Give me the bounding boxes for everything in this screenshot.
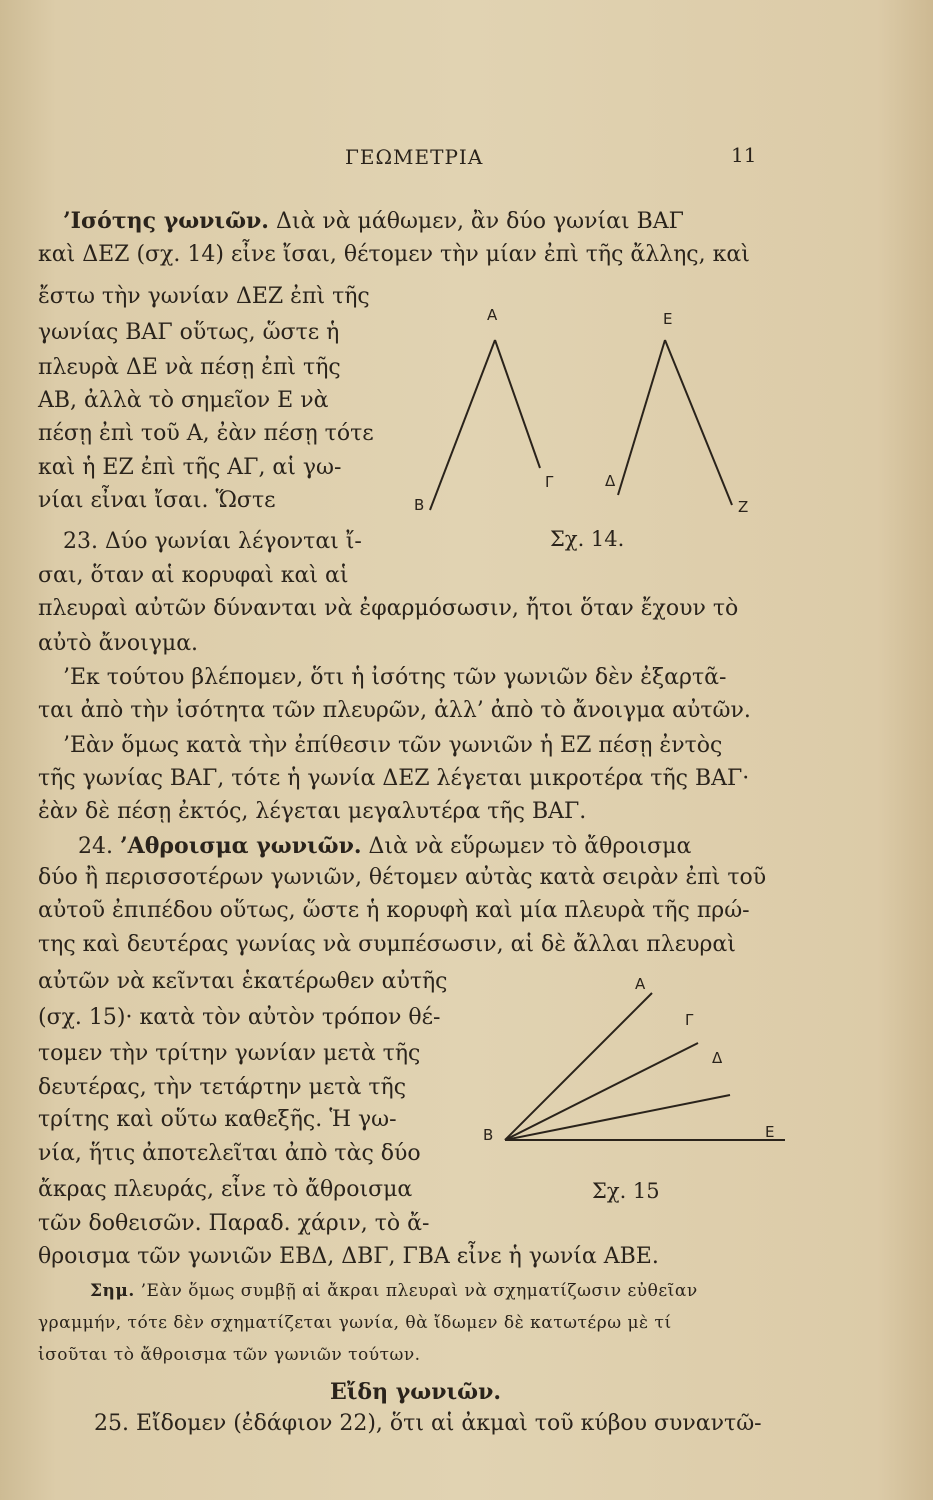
fig15-line-BA bbox=[505, 993, 652, 1140]
figure-15-caption: Σχ. 15 bbox=[592, 1179, 660, 1203]
text-span: ’Εὰν ὅμως συμβῇ αἱ ἄκραι πλευραὶ νὰ σχηματίζωσιν εὐθεῖαν bbox=[140, 1281, 698, 1301]
fig14-line-EZ bbox=[665, 340, 732, 505]
paragraph-line bbox=[90, 1277, 698, 1305]
paragraph-line: αὐτὸ ἄνοιγμα. bbox=[38, 631, 199, 656]
paragraph-line: νίαι εἶναι ἴσαι. Ὥστε bbox=[38, 488, 276, 513]
paragraph-line: αὐτοῦ ἐπιπέδου οὕτως, ὥστε ἡ κορυφὴ καὶ μία πλευρὰ τῆς πρώ- bbox=[38, 898, 750, 923]
section-heading-eidi: Εἴδη γωνιῶν. bbox=[330, 1379, 501, 1405]
paragraph-line: ἰσοῦται τὸ ἄθροισμα τῶν γωνιῶν τούτων. bbox=[38, 1345, 421, 1365]
paragraph-line: ’Εκ τούτου βλέπομεν, ὅτι ἡ ἰσότης τῶν γωνιῶν δὲν ἐξαρτᾶ- bbox=[63, 665, 727, 690]
paragraph-line: γωνίας ΒΑΓ οὕτως, ὥστε ἡ bbox=[38, 320, 340, 345]
fig14-label-G: Γ bbox=[545, 473, 554, 491]
figure-14-caption: Σχ. 14. bbox=[550, 527, 625, 551]
section-heading-athroisma: ’Αθροισμα γωνιῶν. bbox=[120, 833, 362, 859]
fig14-label-E: E bbox=[663, 310, 673, 328]
paragraph-line: 25. Εἴδομεν (ἐδάφιον 22), ὅτι αἱ ἀκμαὶ τοῦ κύβου συναντῶ- bbox=[94, 1411, 762, 1436]
paragraph-line: ἐὰν δὲ πέσῃ ἐκτός, λέγεται μεγαλυτέρα τῆς ΒΑΓ. bbox=[38, 799, 587, 824]
fig14-label-Z: Ζ bbox=[738, 498, 749, 516]
figure-15 bbox=[480, 965, 810, 1155]
fig14-label-D: Δ bbox=[605, 472, 616, 490]
note-label: Σημ. bbox=[90, 1281, 135, 1301]
paragraph-line bbox=[63, 207, 684, 236]
fig14-line-ED bbox=[618, 340, 665, 495]
paragraph-line: δευτέρας, τὴν τετάρτην μετὰ τῆς bbox=[38, 1075, 407, 1100]
fig14-label-B: B bbox=[414, 496, 425, 514]
paragraph-line: ΑΒ, ἀλλὰ τὸ σημεῖον Ε νὰ bbox=[38, 388, 329, 413]
paragraph-line: πλευρὰ ΔΕ νὰ πέσῃ ἐπὶ τῆς bbox=[38, 355, 341, 380]
paragraph-line bbox=[78, 832, 691, 861]
fig14-line-AB bbox=[430, 340, 495, 510]
running-header: ΓΕΩΜΕΤΡΙΑ bbox=[345, 145, 484, 169]
paragraph-line: θροισμα τῶν γωνιῶν ΕΒΔ, ΔΒΓ, ΓΒΑ εἶνε ἡ γωνία ΑΒΕ. bbox=[38, 1244, 659, 1269]
section-heading-isotis: ’Ισότης γωνιῶν. bbox=[63, 208, 269, 234]
paragraph-line: σαι, ὅταν αἱ κορυφαὶ καὶ αἱ bbox=[38, 563, 349, 588]
fig15-label-A: A bbox=[635, 975, 646, 993]
figure-14 bbox=[400, 300, 780, 525]
fig15-label-G: Γ bbox=[685, 1011, 694, 1029]
section-number: 24. bbox=[78, 834, 113, 859]
paragraph-line: δύο ἢ περισσοτέρων γωνιῶν, θέτομεν αὐτὰς κατὰ σειρὰν ἐπὶ τοῦ bbox=[38, 865, 767, 890]
paragraph-line: ’Εὰν ὅμως κατὰ τὴν ἐπίθεσιν τῶν γωνιῶν ἡ ΕΖ πέσῃ ἐντὸς bbox=[63, 733, 723, 758]
fig15-label-B: B bbox=[483, 1126, 494, 1144]
fig15-label-E: E bbox=[765, 1123, 775, 1141]
page-number: 11 bbox=[731, 143, 757, 167]
paragraph-line: πέσῃ ἐπὶ τοῦ Α, ἐὰν πέσῃ τότε bbox=[38, 421, 374, 446]
paragraph-line: τρίτης καὶ οὕτω καθεξῆς. Ἡ γω- bbox=[38, 1107, 397, 1132]
paragraph-line: της καὶ δευτέρας γωνίας νὰ συμπέσωσιν, αἱ δὲ ἄλλαι πλευραὶ bbox=[38, 932, 736, 957]
text-span: Διὰ νὰ μάθωμεν, ἂν δύο γωνίαι ΒΑΓ bbox=[275, 209, 684, 234]
paragraph-line: τομεν τὴν τρίτην γωνίαν μετὰ τῆς bbox=[38, 1041, 421, 1066]
paragraph-line: αὐτῶν νὰ κεῖνται ἑκατέρωθεν αὐτῆς bbox=[38, 969, 448, 994]
text-span: Διὰ νὰ εὕρωμεν τὸ ἄθροισμα bbox=[368, 834, 692, 859]
paragraph-line: ἔστω τὴν γωνίαν ΔΕΖ ἐπὶ τῆς bbox=[38, 284, 370, 309]
paragraph-line: καὶ ΔΕΖ (σχ. 14) εἶνε ἴσαι, θέτομεν τὴν μίαν ἐπὶ τῆς ἄλλης, καὶ bbox=[38, 242, 750, 267]
paragraph-line: γραμμήν, τότε δὲν σχηματίζεται γωνία, θὰ ἴδωμεν δὲ κατωτέρω μὲ τί bbox=[38, 1313, 672, 1333]
paragraph-line: ται ἀπὸ τὴν ἰσότητα τῶν πλευρῶν, ἀλλ’ ἀπὸ τὸ ἄνοιγμα αὐτῶν. bbox=[38, 698, 751, 723]
fig14-label-A: A bbox=[487, 306, 498, 324]
fig15-label-D: Δ bbox=[712, 1049, 723, 1067]
paragraph-line: καὶ ἡ ΕΖ ἐπὶ τῆς ΑΓ, αἱ γω- bbox=[38, 455, 342, 480]
fig14-line-AG bbox=[495, 340, 540, 468]
paragraph-line: τῆς γωνίας ΒΑΓ, τότε ἡ γωνία ΔΕΖ λέγεται μικροτέρα τῆς ΒΑΓ· bbox=[38, 766, 750, 791]
fig15-line-BD bbox=[505, 1095, 730, 1140]
paragraph-line: 23. Δύο γωνίαι λέγονται ἴ- bbox=[63, 529, 362, 554]
paragraph-line: νία, ἥτις ἀποτελεῖται ἀπὸ τὰς δύο bbox=[38, 1141, 421, 1166]
paragraph-line: πλευραὶ αὐτῶν δύνανται νὰ ἐφαρμόσωσιν, ἤτοι ὅταν ἔχουν τὸ bbox=[38, 596, 739, 621]
paragraph-line: (σχ. 15)· κατὰ τὸν αὐτὸν τρόπον θέ- bbox=[38, 1005, 441, 1030]
fig15-line-BG bbox=[505, 1043, 698, 1140]
paragraph-line: τῶν δοθεισῶν. Παραδ. χάριν, τὸ ἄ- bbox=[38, 1211, 430, 1236]
paragraph-line: ἄκρας πλευράς, εἶνε τὸ ἄθροισμα bbox=[38, 1177, 413, 1202]
